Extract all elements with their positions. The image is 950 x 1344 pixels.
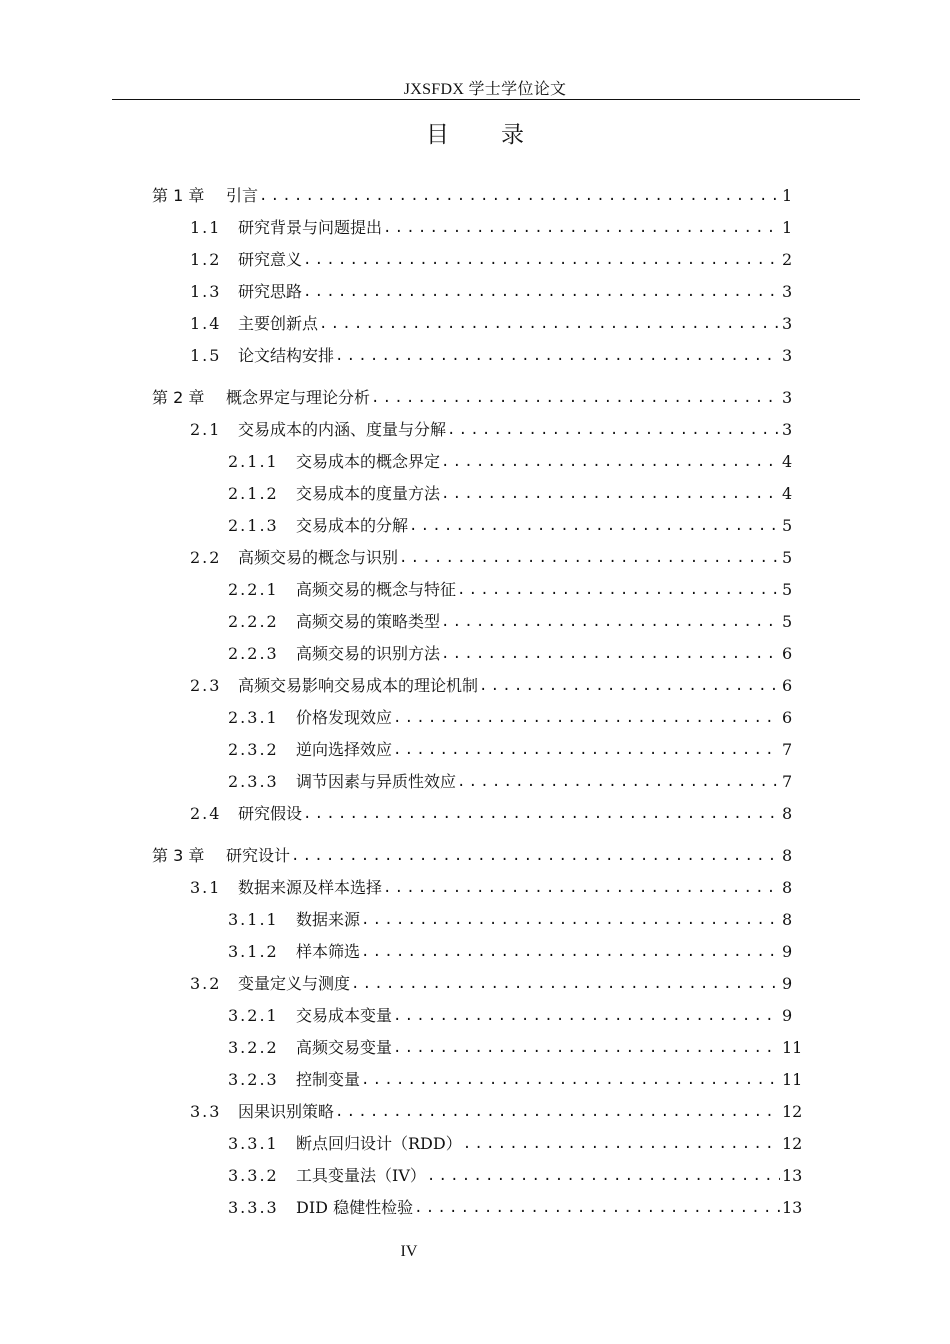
toc-entry-number: 3.3.2 (228, 1166, 279, 1185)
toc-entry-page: 7 (782, 772, 793, 791)
dot-leader (291, 840, 780, 872)
toc-entry-number: 2.3.2 (228, 740, 279, 759)
toc-entry-title: 工具变量法（IV） (296, 1166, 426, 1185)
dot-leader (383, 212, 780, 244)
toc-entry-title: 论文结构安排 (238, 346, 335, 365)
toc-entry-number: 2.1 (190, 420, 222, 439)
toc-entry-title: 交易成本的概念界定 (296, 452, 441, 471)
toc-subsection-entry[interactable] (0, 766, 950, 798)
toc-entry-page: 8 (782, 846, 793, 865)
toc-entry-page: 13 (782, 1166, 803, 1185)
dot-leader (383, 872, 780, 904)
toc-entry-title: 研究假设 (238, 804, 303, 823)
toc-entry-number: 2.2.3 (228, 644, 279, 663)
toc-entry-page: 8 (782, 804, 793, 823)
toc-entry-page: 3 (782, 282, 793, 301)
toc-entry-number: 3.3.1 (228, 1134, 279, 1153)
toc-entry-number: 第 2 章 (152, 388, 205, 407)
toc-entry-number: 2.4 (190, 804, 222, 823)
toc-title-right: 录 (501, 122, 524, 148)
dot-leader (457, 766, 780, 798)
toc-subsection-entry[interactable] (0, 446, 950, 478)
toc-entry-title: 研究意义 (238, 250, 303, 269)
toc-entry-number: 1.4 (190, 314, 222, 333)
toc-entry-page: 6 (782, 708, 793, 727)
toc-subsection-entry[interactable] (0, 1160, 950, 1192)
toc-title (0, 116, 950, 149)
dot-leader (319, 308, 780, 340)
toc-entry-title: 逆向选择效应 (296, 740, 393, 759)
dot-leader (393, 734, 780, 766)
toc-subsection-entry[interactable] (0, 606, 950, 638)
toc-entry-title: 调节因素与异质性效应 (296, 772, 457, 791)
dot-leader (361, 904, 780, 936)
toc-entry-number: 3.3 (190, 1102, 222, 1121)
toc-entry-title: 变量定义与测度 (238, 974, 351, 993)
dot-leader (335, 1096, 780, 1128)
toc-chapter-entry[interactable] (0, 382, 950, 414)
toc-entry-title: 价格发现效应 (296, 708, 393, 727)
toc-entry-page: 5 (782, 516, 793, 535)
toc-entry-page: 6 (782, 644, 793, 663)
toc-subsection-entry[interactable] (0, 1032, 950, 1064)
toc-entry-page: 2 (782, 250, 793, 269)
dot-leader (441, 638, 780, 670)
toc-entry-number: 1.5 (190, 346, 222, 365)
dot-leader (463, 1128, 780, 1160)
toc-subsection-entry[interactable] (0, 1192, 950, 1224)
toc-section-entry[interactable] (0, 542, 950, 574)
toc-section-entry[interactable] (0, 670, 950, 702)
toc-entry-number: 2.3 (190, 676, 222, 695)
toc-entry-page: 9 (782, 1006, 793, 1025)
toc-subsection-entry[interactable] (0, 702, 950, 734)
toc-entry-page: 9 (782, 974, 793, 993)
dot-leader (361, 936, 780, 968)
dot-leader (351, 968, 780, 1000)
toc-entry-number: 2.1.2 (228, 484, 279, 503)
toc-entry-number: 第 3 章 (152, 846, 205, 865)
toc-entry-title: 主要创新点 (238, 314, 319, 333)
toc-entry-page: 4 (782, 452, 793, 471)
dot-leader (371, 382, 780, 414)
toc-entry-page: 7 (782, 740, 793, 759)
toc-entry-page: 3 (782, 420, 793, 439)
toc-subsection-entry[interactable] (0, 904, 950, 936)
toc-entry-title: 样本筛选 (296, 942, 361, 961)
toc-subsection-entry[interactable] (0, 1064, 950, 1096)
toc-entry-page: 11 (782, 1070, 803, 1089)
toc-entry-title: 交易成本的内涵、度量与分解 (238, 420, 447, 439)
dot-leader (479, 670, 780, 702)
dot-leader (457, 574, 780, 606)
toc-section-entry[interactable] (0, 340, 950, 372)
toc-entry-page: 1 (782, 218, 793, 237)
toc-subsection-entry[interactable] (0, 1000, 950, 1032)
toc-entry-title: 控制变量 (296, 1070, 361, 1089)
toc-entry-page: 11 (782, 1038, 803, 1057)
toc-entry-number: 3.1 (190, 878, 222, 897)
dot-leader (303, 276, 780, 308)
toc-entry-title: 研究设计 (226, 846, 291, 865)
toc-subsection-entry[interactable] (0, 510, 950, 542)
dot-leader (393, 702, 780, 734)
toc-subsection-entry[interactable] (0, 574, 950, 606)
toc-subsection-entry[interactable] (0, 478, 950, 510)
toc-entry-number: 2.3.1 (228, 708, 279, 727)
toc-entry-number: 3.1.1 (228, 910, 279, 929)
header-rule (112, 99, 860, 100)
dot-leader (335, 340, 780, 372)
toc-subsection-entry[interactable] (0, 638, 950, 670)
toc-chapter-entry[interactable] (0, 180, 950, 212)
dot-leader (393, 1000, 780, 1032)
toc-entry-number: 2.2.2 (228, 612, 279, 631)
toc-section-entry[interactable] (0, 798, 950, 830)
toc-entry-page: 9 (782, 942, 793, 961)
toc-entry-title: 概念界定与理论分析 (226, 388, 371, 407)
dot-leader (303, 798, 780, 830)
dot-leader (303, 244, 780, 276)
toc-entry-title: DID 稳健性检验 (296, 1198, 414, 1217)
toc-section-entry[interactable] (0, 872, 950, 904)
toc-entry-page: 12 (782, 1134, 803, 1153)
toc-entry-number: 2.3.3 (228, 772, 279, 791)
toc-entry-number: 3.2.3 (228, 1070, 279, 1089)
toc-entry-title: 因果识别策略 (238, 1102, 335, 1121)
toc-section-entry[interactable] (0, 414, 950, 446)
dot-leader (441, 446, 780, 478)
toc-entry-number: 3.2 (190, 974, 222, 993)
dot-leader (409, 510, 780, 542)
toc-entry-title: 研究思路 (238, 282, 303, 301)
dot-leader (414, 1192, 780, 1224)
toc-entry-page: 5 (782, 612, 793, 631)
toc-section-entry[interactable] (0, 308, 950, 340)
dot-leader (399, 542, 780, 574)
toc-entry-page: 6 (782, 676, 793, 695)
toc-entry-page: 3 (782, 388, 793, 407)
toc-subsection-entry[interactable] (0, 734, 950, 766)
running-header: JXSFDX 学士学位论文 (403, 81, 567, 98)
toc-entry-number: 2.1.1 (228, 452, 279, 471)
toc-entry-title: 断点回归设计（RDD） (296, 1134, 462, 1153)
toc-entry-title: 高频交易变量 (296, 1038, 393, 1057)
toc-entry-page: 5 (782, 548, 793, 567)
toc-entry-title: 引言 (226, 186, 259, 205)
toc-entry-number: 2.1.3 (228, 516, 279, 535)
toc-section-entry[interactable] (0, 276, 950, 308)
table-of-contents (0, 180, 950, 1224)
toc-section-entry[interactable] (0, 212, 950, 244)
toc-entry-page: 3 (782, 346, 793, 365)
toc-entry-number: 2.2.1 (228, 580, 279, 599)
toc-entry-page: 3 (782, 314, 793, 333)
toc-entry-title: 交易成本变量 (296, 1006, 393, 1025)
toc-section-entry[interactable] (0, 968, 950, 1000)
toc-entry-number: 第 1 章 (152, 186, 205, 205)
toc-entry-number: 1.1 (190, 218, 222, 237)
toc-entry-page: 1 (782, 186, 793, 205)
dot-leader (427, 1160, 780, 1192)
toc-entry-page: 5 (782, 580, 793, 599)
toc-entry-title: 交易成本的分解 (296, 516, 409, 535)
toc-entry-number: 1.2 (190, 250, 222, 269)
toc-entry-title: 高频交易的策略类型 (296, 612, 441, 631)
toc-entry-title: 数据来源及样本选择 (238, 878, 383, 897)
toc-entry-page: 13 (782, 1198, 803, 1217)
toc-entry-page: 8 (782, 910, 793, 929)
toc-chapter-entry[interactable] (0, 840, 950, 872)
toc-section-entry[interactable] (0, 244, 950, 276)
toc-entry-number: 3.2.2 (228, 1038, 279, 1057)
toc-entry-page: 4 (782, 484, 793, 503)
dot-leader (447, 414, 780, 446)
toc-entry-number: 2.2 (190, 548, 222, 567)
toc-subsection-entry[interactable] (0, 1128, 950, 1160)
toc-entry-title: 研究背景与问题提出 (238, 218, 383, 237)
toc-entry-page: 8 (782, 878, 793, 897)
dot-leader (259, 180, 780, 212)
toc-entry-title: 高频交易的识别方法 (296, 644, 441, 663)
toc-title-left: 目 (426, 122, 449, 148)
dot-leader (441, 478, 780, 510)
toc-entry-title: 交易成本的度量方法 (296, 484, 441, 503)
toc-entry-title: 高频交易的概念与特征 (296, 580, 457, 599)
toc-entry-number: 3.1.2 (228, 942, 279, 961)
toc-entry-number: 1.3 (190, 282, 222, 301)
toc-entry-title: 高频交易影响交易成本的理论机制 (238, 676, 479, 695)
dot-leader (393, 1032, 780, 1064)
toc-entry-number: 3.3.3 (228, 1198, 279, 1217)
dot-leader (441, 606, 780, 638)
page-number: IV (400, 1243, 418, 1260)
toc-entry-number: 3.2.1 (228, 1006, 279, 1025)
dot-leader (361, 1064, 780, 1096)
toc-entry-title: 高频交易的概念与识别 (238, 548, 399, 567)
toc-subsection-entry[interactable] (0, 936, 950, 968)
toc-section-entry[interactable] (0, 1096, 950, 1128)
toc-entry-title: 数据来源 (296, 910, 361, 929)
toc-entry-page: 12 (782, 1102, 803, 1121)
